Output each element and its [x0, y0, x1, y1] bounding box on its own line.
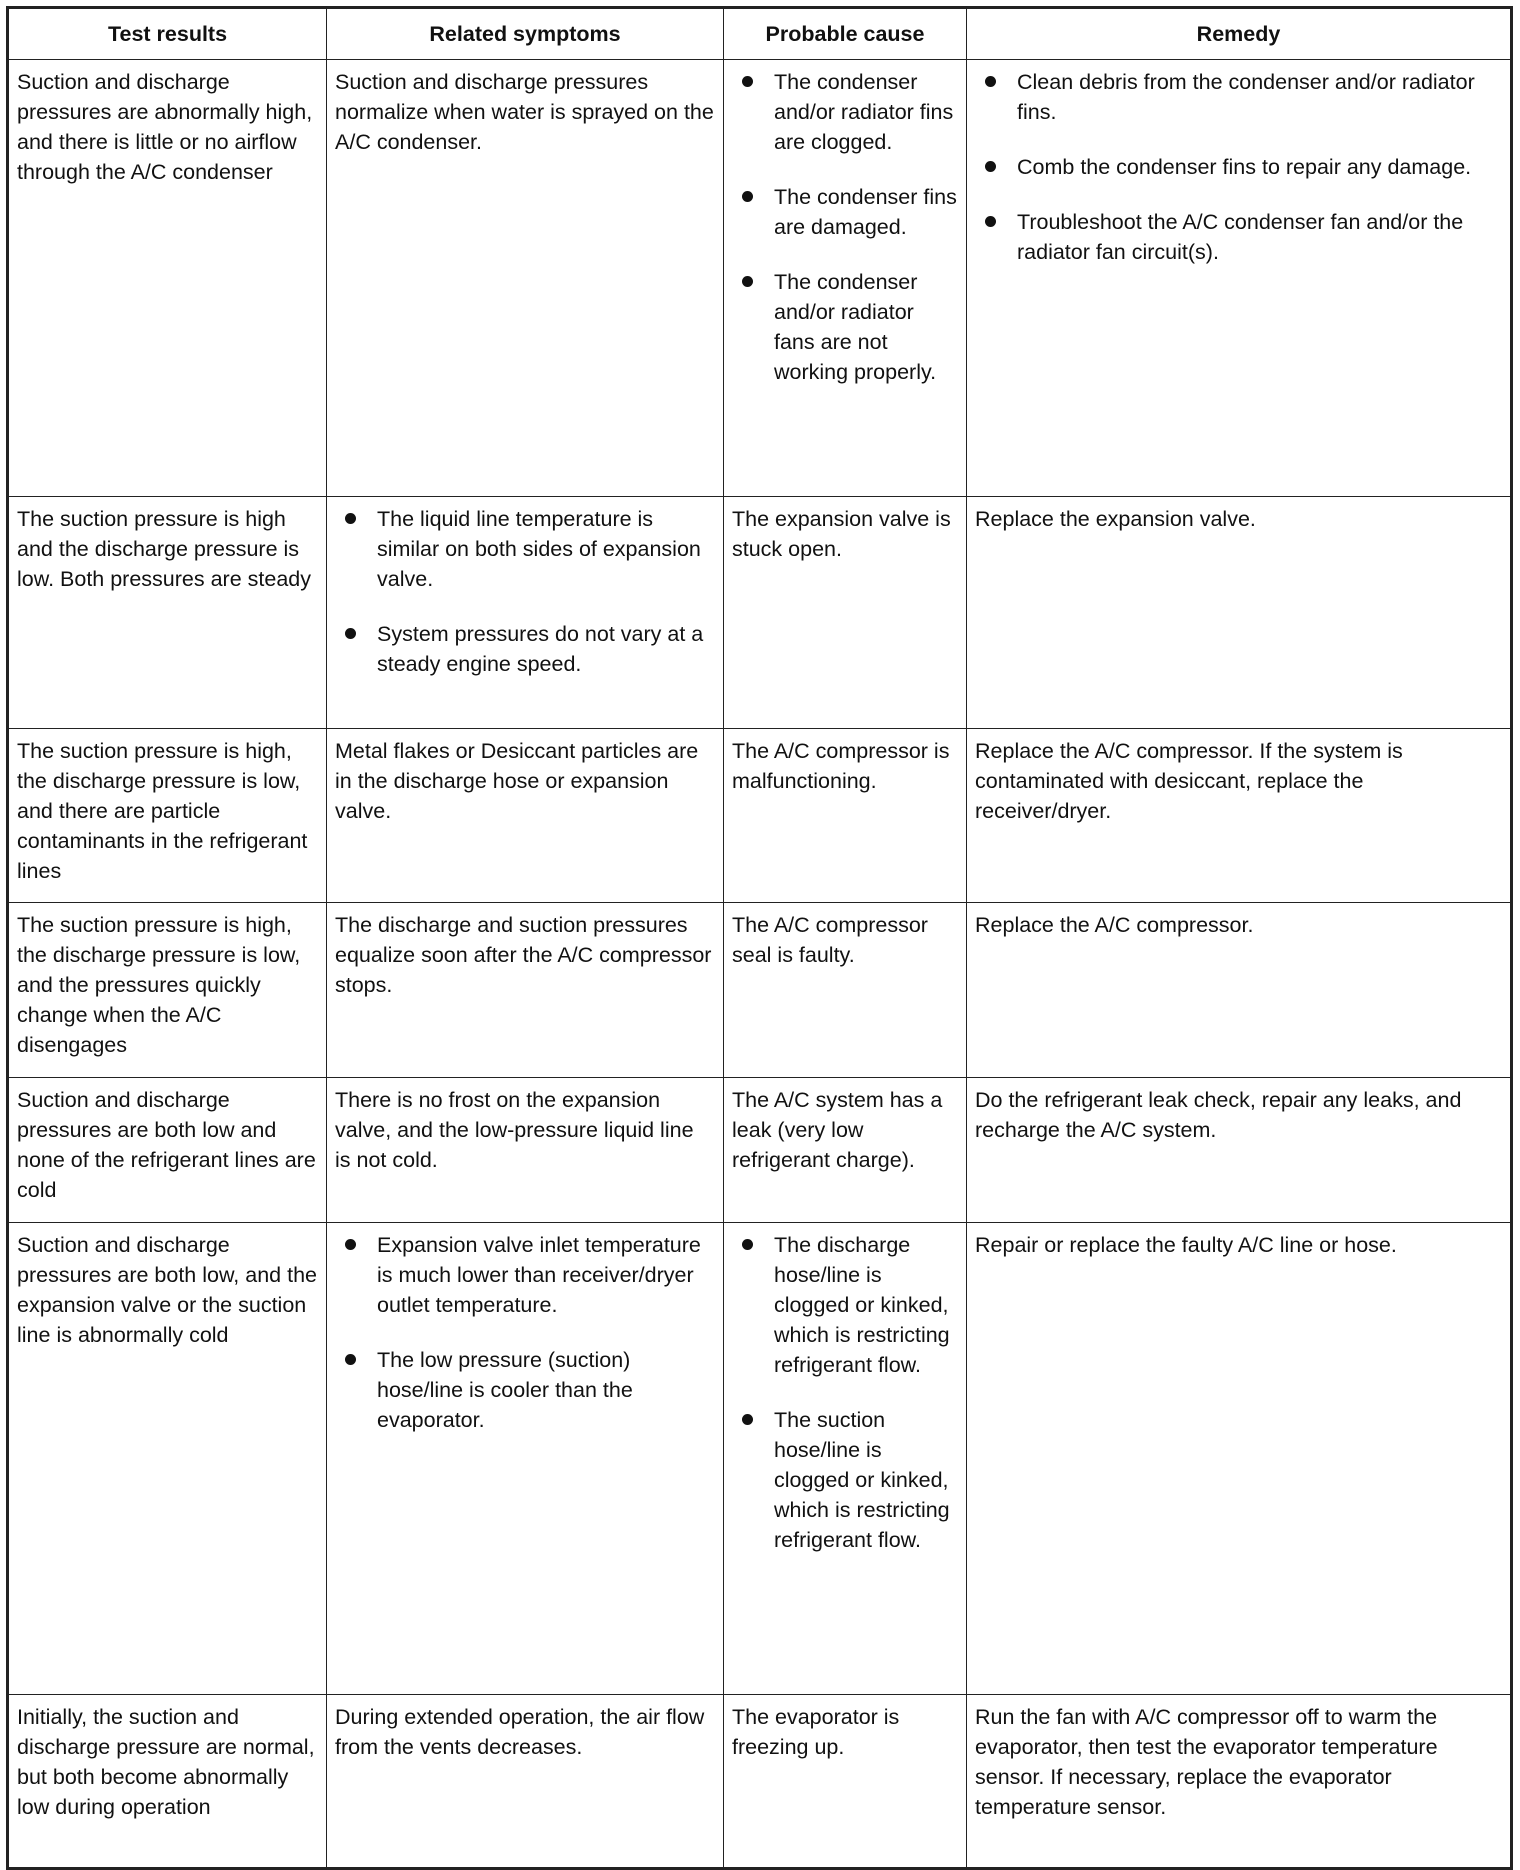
col-header-test-results: Test results — [8, 8, 327, 60]
symptom-text: Metal flakes or Desiccant particles are in the discharge hose or expansion valve. — [335, 739, 699, 823]
test-result-cell — [8, 903, 327, 1078]
remedy-cell — [967, 1695, 1512, 1869]
table-row — [8, 497, 1512, 729]
symptom-bullet-item: Expansion valve inlet temperature is much lower than receiver/dryer outlet temperature. — [335, 1230, 715, 1320]
test-result-cell — [8, 1078, 327, 1223]
symptom-bullet-item: The low pressure (suction) hose/line is cooler than the evaporator. — [335, 1345, 715, 1435]
remedy-text: Replace the expansion valve. — [975, 507, 1256, 531]
cause-text: The A/C system has a leak (very low refrigerant charge). — [732, 1088, 943, 1172]
symptom-text: The discharge and suction pressures equalize soon after the A/C compressor stops. — [335, 913, 712, 997]
remedy-cell — [967, 1223, 1512, 1695]
col-header-related-symptoms: Related symptoms — [327, 8, 724, 60]
test-result-text: Suction and discharge pressures are abnormally high, and there is little or no airflow through the A/C condenser — [17, 70, 313, 184]
symptoms-cell — [327, 1078, 724, 1223]
col-header-probable-cause: Probable cause — [724, 8, 967, 60]
remedy-text: Replace the A/C compressor. If the system is contaminated with desiccant, replace the receiver/dryer. — [975, 739, 1403, 823]
cause-cell — [724, 903, 967, 1078]
symptoms-cell — [327, 497, 724, 729]
test-result-cell — [8, 60, 327, 497]
cause-cell — [724, 1695, 967, 1869]
test-result-cell — [8, 497, 327, 729]
table-row — [8, 60, 1512, 497]
cause-bullet-item: The condenser and/or radiator fins are clogged. — [732, 67, 958, 157]
test-result-cell — [8, 729, 327, 903]
remedy-cell — [967, 60, 1512, 497]
troubleshooting-table — [6, 6, 1513, 1870]
test-result-text: Initially, the suction and discharge pressure are normal, but both become abnormally low during operation — [17, 1705, 315, 1819]
table-row — [8, 1695, 1512, 1869]
test-result-text: Suction and discharge pressures are both low and none of the refrigerant lines are cold — [17, 1088, 316, 1202]
remedy-bullet-item: Comb the condenser fins to repair any damage. — [975, 152, 1502, 182]
cause-cell — [724, 1223, 967, 1695]
symptoms-cell — [327, 729, 724, 903]
cause-text: The A/C compressor seal is faulty. — [732, 913, 928, 967]
test-result-cell — [8, 1695, 327, 1869]
symptom-bullet-item: System pressures do not vary at a steady engine speed. — [335, 619, 715, 679]
remedy-cell — [967, 497, 1512, 729]
symptom-text: During extended operation, the air flow from the vents decreases. — [335, 1705, 705, 1759]
remedy-cell — [967, 1078, 1512, 1223]
symptom-bullet-item: The liquid line temperature is similar on both sides of expansion valve. — [335, 504, 715, 594]
symptom-text: There is no frost on the expansion valve, and the low-pressure liquid line is not cold. — [335, 1088, 694, 1172]
cause-cell — [724, 60, 967, 497]
cause-text: The A/C compressor is malfunctioning. — [732, 739, 950, 793]
symptoms-cell — [327, 1223, 724, 1695]
cause-text: The expansion valve is stuck open. — [732, 507, 951, 561]
col-header-remedy: Remedy — [967, 8, 1512, 60]
table-row — [8, 1223, 1512, 1695]
remedy-text: Do the refrigerant leak check, repair any leaks, and recharge the A/C system. — [975, 1088, 1462, 1142]
table-row — [8, 1078, 1512, 1223]
symptoms-cell — [327, 60, 724, 497]
remedy-text: Repair or replace the faulty A/C line or hose. — [975, 1233, 1397, 1257]
cause-bullet-item: The suction hose/line is clogged or kinked, which is restricting refrigerant flow. — [732, 1405, 958, 1555]
remedy-text: Run the fan with A/C compressor off to warm the evaporator, then test the evaporator temperature sensor. If necessary, replace the evaporator temperature sensor. — [975, 1705, 1438, 1819]
cause-cell — [724, 1078, 967, 1223]
cause-bullet-item: The condenser and/or radiator fans are not working properly. — [732, 267, 958, 387]
remedy-cell — [967, 729, 1512, 903]
symptoms-cell — [327, 1695, 724, 1869]
test-result-text: The suction pressure is high and the discharge pressure is low. Both pressures are steady — [17, 507, 311, 591]
table-header-row — [8, 8, 1512, 60]
remedy-text: Replace the A/C compressor. — [975, 913, 1254, 937]
table-row — [8, 729, 1512, 903]
cause-bullet-item: The condenser fins are damaged. — [732, 182, 958, 242]
remedy-bullet-item: Clean debris from the condenser and/or radiator fins. — [975, 67, 1502, 127]
cause-cell — [724, 497, 967, 729]
test-result-text: The suction pressure is high, the discharge pressure is low, and the pressures quickly change when the A/C disengages — [17, 913, 301, 1057]
test-result-text: Suction and discharge pressures are both low, and the expansion valve or the suction line is abnormally cold — [17, 1233, 317, 1347]
test-result-text: The suction pressure is high, the discharge pressure is low, and there are particle contaminants in the refrigerant lines — [17, 739, 308, 883]
table-row — [8, 903, 1512, 1078]
symptoms-cell — [327, 903, 724, 1078]
cause-cell — [724, 729, 967, 903]
remedy-cell — [967, 903, 1512, 1078]
test-result-cell — [8, 1223, 327, 1695]
remedy-bullet-item: Troubleshoot the A/C condenser fan and/or the radiator fan circuit(s). — [975, 207, 1502, 267]
cause-bullet-item: The discharge hose/line is clogged or kinked, which is restricting refrigerant flow. — [732, 1230, 958, 1380]
cause-text: The evaporator is freezing up. — [732, 1705, 900, 1759]
symptom-text: Suction and discharge pressures normalize when water is sprayed on the A/C condenser. — [335, 70, 714, 154]
